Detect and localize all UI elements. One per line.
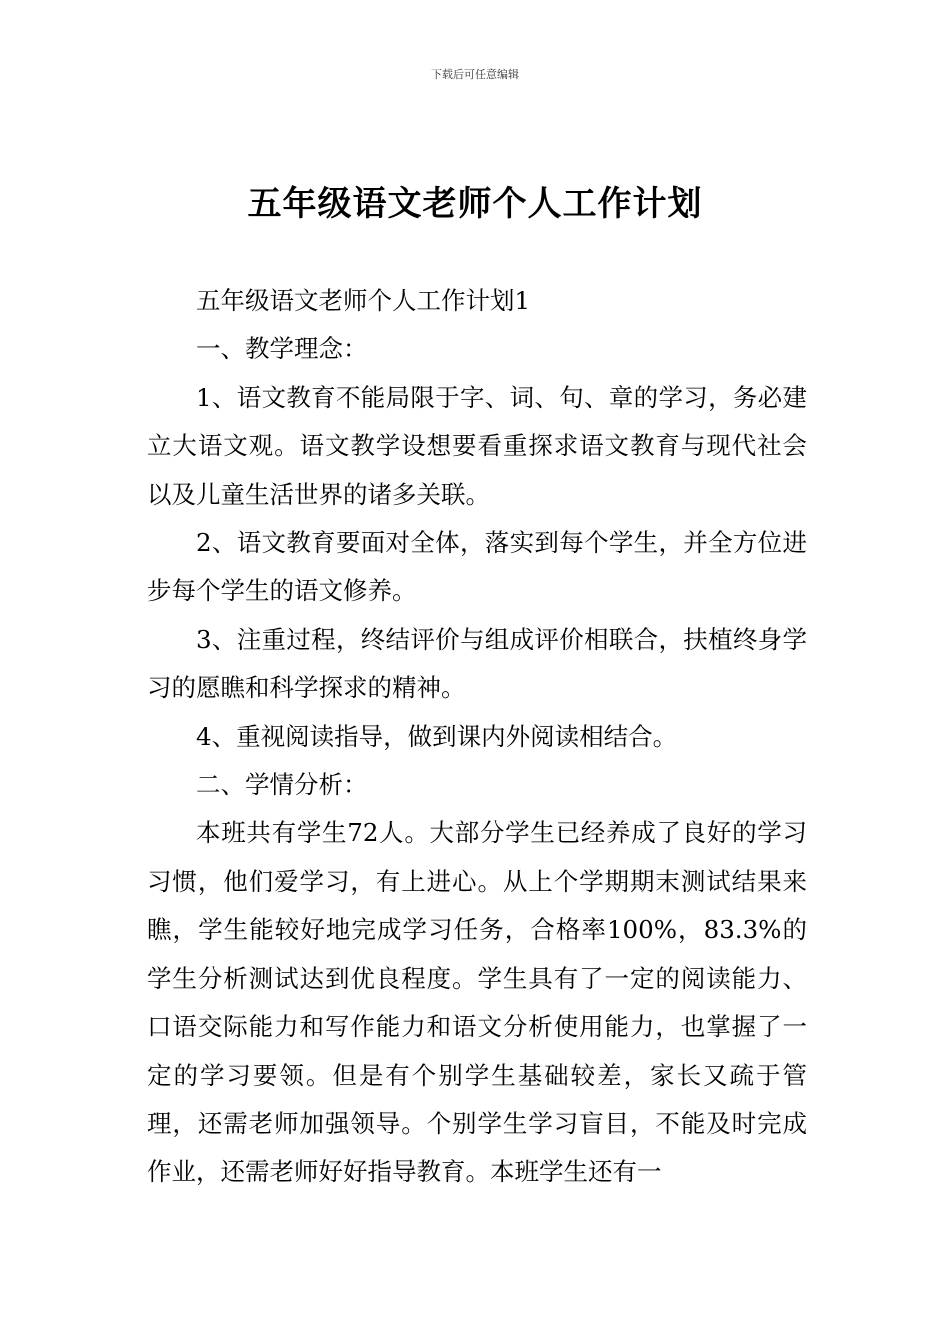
paragraph-student-analysis: 本班共有学生72人。大部分学生已经养成了良好的学习习惯，他们爱学习，有上进心。从上个学期期末测试结果来瞧，学生能较好地完成学习任务，合格率100%，83.3%的学生分析测试达到优良程度。学生具有了一定的阅读能力、口语交际能力和写作能力和语文分析使用能力，也掌握了一定的学习要领。但是有个别学生基础较差，家长又疏于管理，还需老师加强领导。个别学生学习盲目，不能及时完成作业，还需老师好好指导教育。本班学生还有一 (147, 818, 807, 1187)
heading-student-analysis: 二、学情分析： (196, 770, 368, 800)
page-header-note: 下载后可任意编辑 (431, 68, 519, 81)
section-subtitle: 五年级语文老师个人工作计划1 (196, 286, 531, 315)
document-body (147, 277, 807, 1197)
paragraph-philosophy-3: 3、注重过程，终结评价与组成评价相联合，扶植终身学习的愿瞧和科学探求的精神。 (147, 624, 807, 703)
heading-teaching-philosophy: 一、教学理念： (196, 334, 368, 364)
paragraph-philosophy-1: 1、语文教育不能局限于字、词、句、章的学习，务必建立大语文观。语文教学设想要看重探求语文教育与现代社会以及儿童生活世界的诸多关联。 (147, 382, 807, 509)
document-title: 五年级语文老师个人工作计划 (247, 184, 703, 224)
paragraph-philosophy-4: 4、重视阅读指导，做到课内外阅读相结合。 (196, 721, 678, 751)
paragraph-philosophy-2: 2、语文教育要面对全体，落实到每个学生，并全方位进步每个学生的语文修养。 (147, 528, 807, 606)
